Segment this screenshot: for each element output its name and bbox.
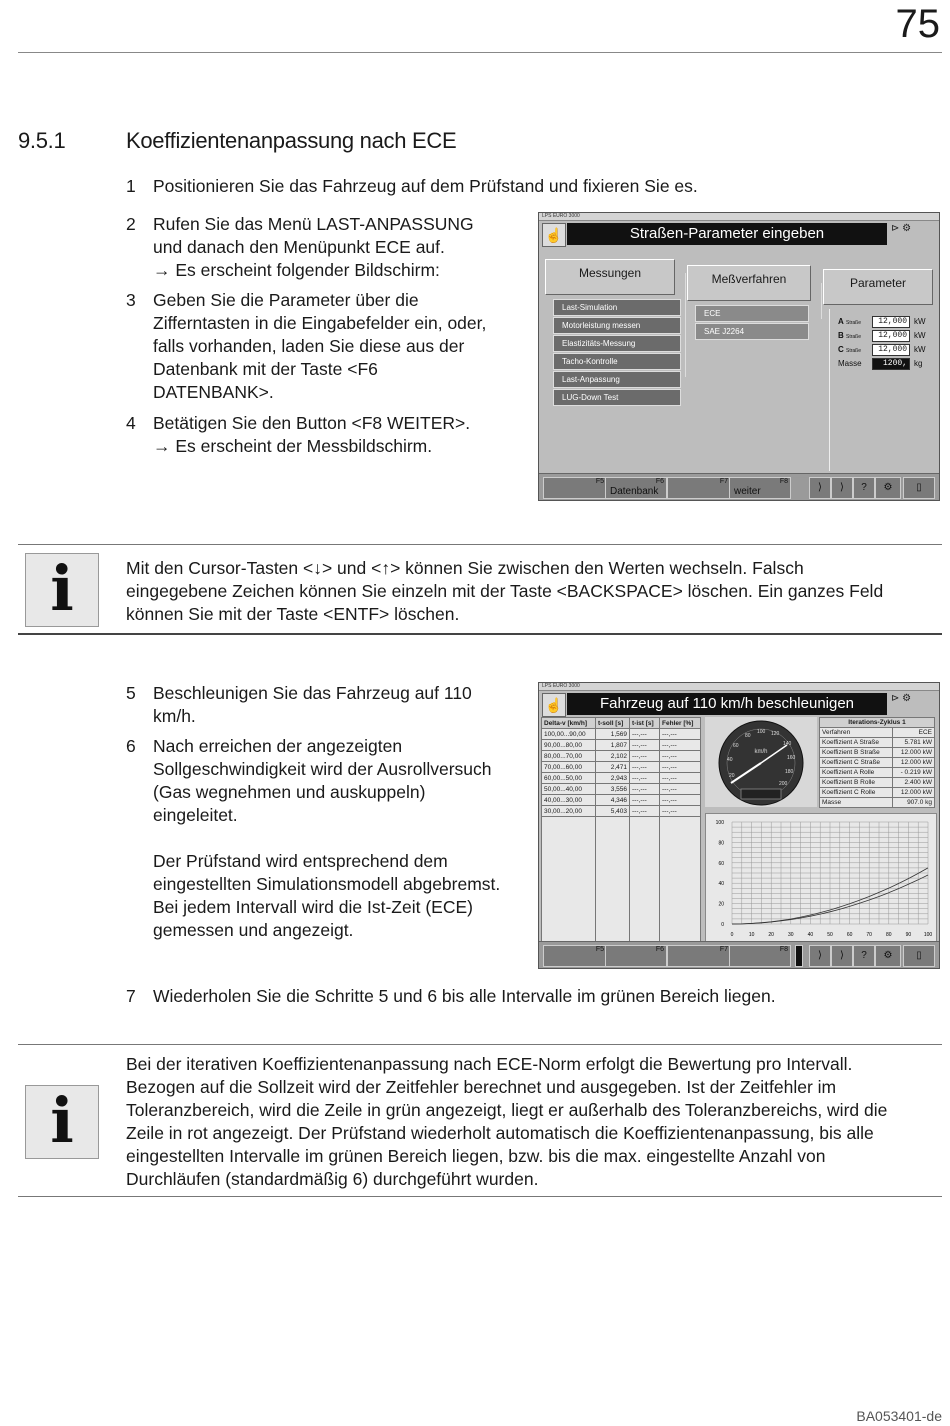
parameter-panel bbox=[829, 309, 932, 471]
fkey-f8[interactable]: F8 bbox=[729, 945, 791, 967]
screen-title: Straßen-Parameter eingeben bbox=[567, 223, 887, 245]
header-messverfahren: Meßverfahren bbox=[687, 265, 811, 301]
step-text: Geben Sie die Parameter über die Zifferntasten in die Eingabefelder ein, oder, falls vorhanden, laden Sie diese aus der Datenbank mit der Taste <F6 DATENBANK>. bbox=[153, 290, 487, 402]
arrow-up-icon[interactable]: ⟩ bbox=[831, 945, 853, 967]
param-masse-unit: kg bbox=[914, 359, 923, 368]
step-number: 5 bbox=[126, 683, 136, 703]
note-rule-bottom bbox=[18, 1196, 942, 1197]
menu-item-last-anpassung[interactable]: Last-Anpassung bbox=[553, 371, 681, 388]
coef-row: Koeffizient C Straße 12.000 kW bbox=[820, 758, 935, 768]
step-number: 2 bbox=[126, 214, 136, 234]
section-number: 9.5.1 bbox=[18, 128, 66, 153]
svg-text:140: 140 bbox=[783, 741, 792, 747]
svg-text:80: 80 bbox=[745, 733, 751, 739]
step-text: Rufen Sie das Menü LAST-ANPASSUNG und danach den Menüpunkt ECE auf. → Es erscheint folgender Bildschirm: bbox=[153, 214, 474, 280]
app-label: LPS EURO 3000 bbox=[539, 683, 939, 691]
param-masse-label: Masse bbox=[838, 359, 862, 368]
section-title: Koeffizientenanpassung nach ECE bbox=[126, 128, 457, 153]
table-row: 90,00...80,00 1,807 ---,--- ---,--- bbox=[542, 740, 701, 751]
help-icon[interactable]: ? bbox=[853, 477, 875, 499]
page-number: 75 bbox=[895, 2, 940, 46]
param-b-input[interactable]: 12,000 bbox=[872, 330, 910, 342]
status-icons: ⊳ ⚙ bbox=[891, 223, 912, 234]
x-tick-label: 100 bbox=[923, 932, 933, 938]
step-text: Nach erreichen der angezeigten Sollgeschwindigkeit wird der Ausrollversuch (Gas wegnehmen und auskuppeln) eingeleitet. Der Prüfstand wird entsprechend dem eingestellten Simulationsmodell abgebremst. Bei jedem Intervall wird die Ist-Zeit (ECE) gemessen und angezeigt. bbox=[153, 736, 501, 940]
step-text: Betätigen Sie den Button <F8 WEITER>. → Es erscheint der Messbildschirm. bbox=[153, 413, 471, 456]
param-c-label: C Straße bbox=[838, 345, 862, 354]
coef-row: Koeffizient C Rolle 12.000 kW bbox=[820, 788, 935, 798]
coef-row: Koeffizient B Straße 12.000 kW bbox=[820, 748, 935, 758]
col-header: t-ist [s] bbox=[630, 718, 660, 729]
x-tick-label: 30 bbox=[788, 932, 794, 938]
step-7 bbox=[126, 985, 926, 1009]
param-a-input[interactable]: 12,000 bbox=[872, 316, 910, 328]
step-text: Positionieren Sie das Fahrzeug auf dem Prüfstand und fixieren Sie es. bbox=[153, 176, 698, 196]
y-tick-label: 0 bbox=[721, 922, 724, 928]
x-tick-label: 40 bbox=[807, 932, 814, 938]
y-tick-label: 20 bbox=[718, 901, 724, 908]
tools-icon[interactable]: ⚙ bbox=[875, 477, 901, 499]
x-tick-label: 0 bbox=[730, 932, 734, 938]
fkey-f6[interactable]: F6 bbox=[605, 945, 667, 967]
table-row: 70,00...60,00 2,471 ---,--- ---,--- bbox=[542, 762, 701, 773]
coefficient-table bbox=[819, 717, 935, 808]
step-5 bbox=[126, 682, 516, 730]
info-icon: i bbox=[25, 1085, 99, 1159]
gauge-dial bbox=[705, 717, 817, 807]
step-number: 6 bbox=[126, 736, 136, 756]
x-tick-label: 60 bbox=[846, 932, 853, 938]
param-c-unit: kW bbox=[914, 345, 926, 354]
status-icons: ⊳ ⚙ bbox=[891, 693, 912, 704]
function-key-bar bbox=[539, 941, 939, 968]
x-tick-label: 90 bbox=[905, 932, 912, 938]
tools-icon[interactable]: ⚙ bbox=[875, 945, 901, 967]
col-header: Delta-v [km/h] bbox=[542, 718, 596, 729]
note-rule-top bbox=[18, 544, 942, 545]
header-rule bbox=[18, 52, 942, 53]
gauge-unit: km/h bbox=[754, 749, 768, 755]
note-rule-top bbox=[18, 1044, 942, 1045]
svg-text:180: 180 bbox=[785, 769, 794, 775]
speed-gauge bbox=[705, 717, 817, 807]
step-2 bbox=[126, 213, 516, 285]
fkey-f5[interactable]: F5 bbox=[543, 945, 607, 967]
step-number: 7 bbox=[126, 986, 136, 1006]
fkey-f8-weiter[interactable]: F8 weiter bbox=[729, 477, 791, 499]
y-tick-label: 100 bbox=[715, 820, 724, 826]
table-row: 60,00...50,00 2,943 ---,--- ---,--- bbox=[542, 773, 701, 784]
x-tick-label: 50 bbox=[827, 932, 833, 938]
y-tick-label: 80 bbox=[718, 840, 724, 847]
svg-text:120: 120 bbox=[771, 731, 780, 737]
y-tick-label: 60 bbox=[718, 860, 724, 867]
arrow-up-icon[interactable]: ⟩ bbox=[831, 477, 853, 499]
coef-row: Koeffizient A Rolle - 0.219 kW bbox=[820, 768, 935, 778]
menu-item-sae[interactable]: SAE J2264 bbox=[695, 323, 809, 340]
step-1 bbox=[126, 175, 926, 199]
step-text: Beschleunigen Sie das Fahrzeug auf 110 km/h. bbox=[153, 683, 472, 726]
step-4 bbox=[126, 412, 516, 460]
step-number: 4 bbox=[126, 413, 136, 433]
fkey-f6-datenbank[interactable]: F6 Datenbank bbox=[605, 477, 667, 499]
menu-item-ece[interactable]: ECE bbox=[695, 305, 809, 322]
param-a-label: A Straße bbox=[838, 317, 862, 326]
svg-text:100: 100 bbox=[757, 729, 766, 735]
table-row: 80,00...70,00 2,102 ---,--- ---,--- bbox=[542, 751, 701, 762]
screenshot-strassen-parameter bbox=[538, 212, 940, 501]
coef-row: Verfahren ECE bbox=[820, 728, 935, 738]
x-tick-label: 20 bbox=[768, 932, 774, 938]
param-b-unit: kW bbox=[914, 331, 926, 340]
param-b-label: B Straße bbox=[838, 331, 862, 340]
x-tick-label: 70 bbox=[866, 932, 872, 938]
menu-item-elastizitaet[interactable]: Elastizitäts-Messung bbox=[553, 335, 681, 352]
hand-icon[interactable]: ☝ bbox=[542, 223, 566, 247]
menu-item-tacho[interactable]: Tacho-Kontrolle bbox=[553, 353, 681, 370]
note-rule-bottom bbox=[18, 633, 942, 635]
screen-title: Fahrzeug auf 110 km/h beschleunigen bbox=[567, 693, 887, 715]
coef-row: Koeffizient B Rolle 2.400 kW bbox=[820, 778, 935, 788]
menu-item-lug-down[interactable]: LUG-Down Test bbox=[553, 389, 681, 406]
app-label: LPS EURO 3000 bbox=[539, 213, 939, 221]
table-row: 100,00...90,00 1,569 ---,--- ---,--- bbox=[542, 729, 701, 740]
param-c-input[interactable]: 12,000 bbox=[872, 344, 910, 356]
fkey-f7[interactable]: F7 bbox=[667, 477, 731, 499]
step-6 bbox=[126, 735, 526, 945]
coastdown-chart bbox=[705, 813, 937, 943]
step-3 bbox=[126, 289, 516, 407]
svg-text:60: 60 bbox=[733, 743, 739, 749]
exit-icon[interactable]: ▯ bbox=[903, 945, 935, 967]
fkey-f5[interactable]: F5 bbox=[543, 477, 607, 499]
arrow-down-icon[interactable]: ⟩ bbox=[809, 477, 831, 499]
iteration-title: Iterations-Zyklus 1 bbox=[820, 718, 935, 728]
function-key-bar bbox=[539, 473, 939, 500]
note-cursor-keys: Mit den Cursor-Tasten <↓> und <↑> können Sie zwischen den Werten wechseln. Falsch eingegebene Zeichen können Sie einzeln mit der Taste <BACKSPACE> löschen. Ein ganzes Feld können Sie mit der Taste <ENTF> löschen. bbox=[126, 558, 884, 624]
status-indicator bbox=[795, 945, 803, 967]
step-text: Wiederholen Sie die Schritte 5 und 6 bis alle Intervalle im grünen Bereich liegen. bbox=[153, 986, 776, 1006]
exit-icon[interactable]: ▯ bbox=[903, 477, 935, 499]
step-number: 1 bbox=[126, 176, 136, 196]
header-messungen: Messungen bbox=[545, 259, 675, 295]
svg-text:200: 200 bbox=[779, 781, 788, 787]
document-code: BA053401-de bbox=[856, 1408, 942, 1424]
param-a-unit: kW bbox=[914, 317, 926, 326]
y-tick-label: 40 bbox=[718, 881, 724, 888]
menu-item-last-simulation[interactable]: Last-Simulation bbox=[553, 299, 681, 316]
interval-table bbox=[541, 717, 701, 968]
header-parameter: Parameter bbox=[823, 269, 933, 305]
step-number: 3 bbox=[126, 290, 136, 310]
arrow-down-icon[interactable]: ⟩ bbox=[809, 945, 831, 967]
svg-text:40: 40 bbox=[727, 757, 733, 763]
x-tick-label: 80 bbox=[886, 932, 892, 938]
connector-line bbox=[809, 283, 822, 319]
chart-plot bbox=[706, 814, 936, 942]
svg-text:160: 160 bbox=[787, 755, 796, 761]
info-icon: i bbox=[25, 553, 99, 627]
fkey-f7[interactable]: F7 bbox=[667, 945, 731, 967]
table-row: 50,00...40,00 3,556 ---,--- ---,--- bbox=[542, 784, 701, 795]
table-row: 40,00...30,00 4,346 ---,--- ---,--- bbox=[542, 795, 701, 806]
x-tick-label: 10 bbox=[748, 932, 755, 938]
col-header: t-soll [s] bbox=[595, 718, 629, 729]
param-masse-input[interactable]: 1200, bbox=[872, 358, 910, 370]
svg-text:20: 20 bbox=[729, 773, 735, 779]
screenshot-messbildschirm bbox=[538, 682, 940, 969]
note-iterative: Bei der iterativen Koeffizientenanpassung nach ECE-Norm erfolgt die Bewertung pro Intervall. Bezogen auf die Sollzeit wird der Zeitfehler berechnet und ausgegeben. Ist der Zeitfehler im Toleranzbereich, wird die Zeile in grün angezeigt, liegt er außerhalb des Toleranzbereichs, wird die Zeile in rot angezeigt. Der Prüfstand wiederholt automatisch die Koeffizientenanpassung, bis alle eingestellten Intervalle im grünen Bereich liegen, bzw. bis die max. eingestellte Anzahl von Durchläufen (standardmäßig 6) durchgeführt wurden. bbox=[126, 1054, 888, 1189]
table-row: 30,00...20,00 5,403 ---,--- ---,--- bbox=[542, 806, 701, 817]
menu-item-motorleistung[interactable]: Motorleistung messen bbox=[553, 317, 681, 334]
col-header: Fehler [%] bbox=[660, 718, 701, 729]
help-icon[interactable]: ? bbox=[853, 945, 875, 967]
coef-row: Koeffizient A Straße 5.781 kW bbox=[820, 738, 935, 748]
coef-row: Masse 907.0 kg bbox=[820, 798, 935, 808]
hand-icon[interactable]: ☝ bbox=[542, 693, 566, 717]
